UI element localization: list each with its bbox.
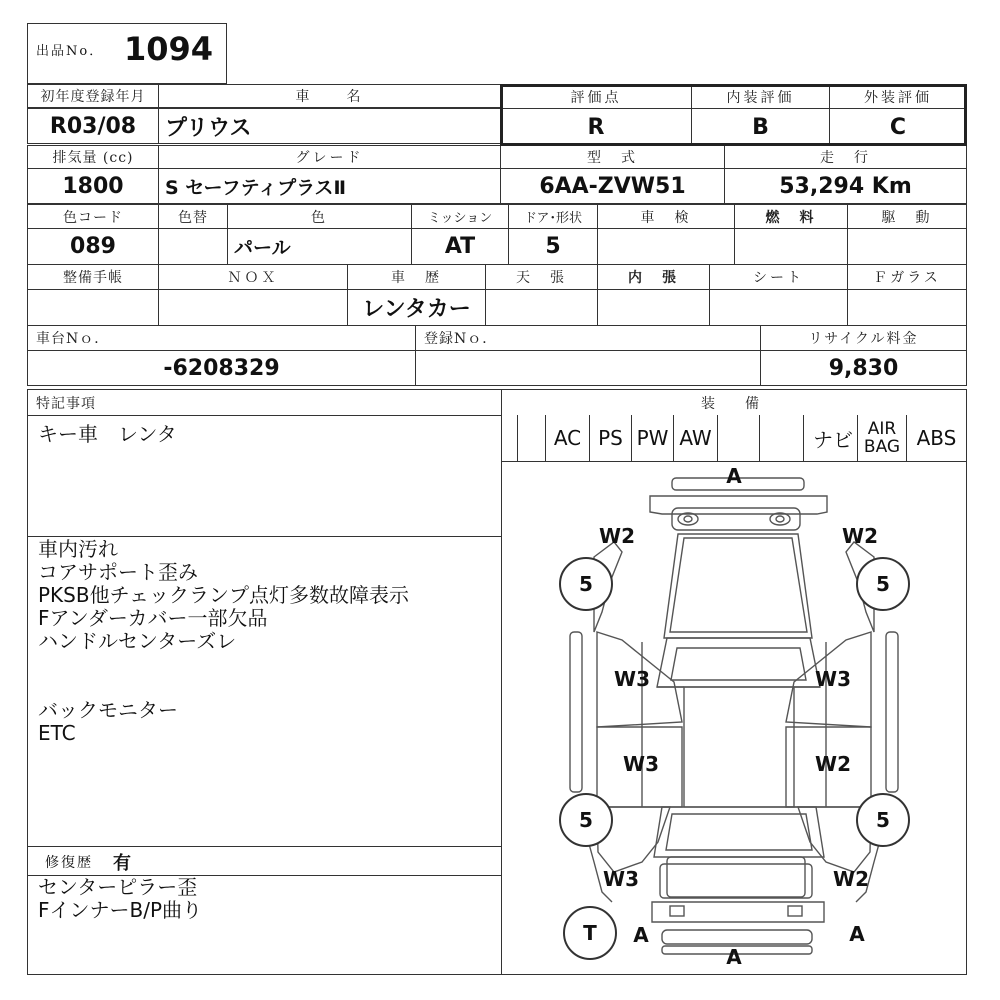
grade-label: グレード: [158, 145, 501, 169]
recycle-fee-value: 9,830: [760, 350, 967, 386]
fuel-label: 燃 料: [734, 204, 848, 229]
color-value: パール: [227, 228, 412, 265]
color-code-label: 色コード: [27, 204, 159, 229]
equip-airbag: AIR BAG: [857, 415, 907, 462]
rear-left-quarter-code: W3: [603, 867, 639, 891]
displacement-value: 1800: [27, 168, 159, 204]
front-grille: [650, 496, 827, 514]
mission-value: AT: [411, 228, 509, 265]
car-outline: [502, 462, 966, 974]
rear-bumper: [652, 902, 824, 922]
drive-label: 駆 動: [847, 204, 967, 229]
equipment-header: 装 備: [501, 389, 967, 416]
recycle-fee-label: リサイクル料金: [760, 325, 967, 351]
equip-navi: ナビ: [803, 415, 858, 462]
rear-right-door-code: W2: [815, 752, 851, 776]
car-name-label: 車 名: [158, 84, 501, 108]
registration-no-value: [415, 350, 761, 386]
front-left-fender-code: W2: [599, 524, 635, 548]
chassis-label: 車台Nｏ．: [27, 325, 416, 351]
repair-detail: センターピラー歪 FインナーB/P曲り: [38, 875, 203, 922]
maintenance-value: [27, 289, 159, 326]
displacement-label: 排気量 (cc): [27, 145, 159, 169]
nox-value: [158, 289, 348, 326]
inspection-label: 車 検: [597, 204, 735, 229]
doors-label: ドア･形状: [508, 204, 598, 229]
equip-ps: PS: [589, 415, 632, 462]
trunk: [667, 857, 805, 897]
equip-slot-2: [517, 415, 546, 462]
seat-label: シート: [709, 264, 848, 290]
lot-number: 1094: [124, 30, 214, 68]
rear-left-door-code: W3: [623, 752, 659, 776]
equip-slot-7: [717, 415, 760, 462]
mission-label: ミッション: [411, 204, 509, 229]
color-code-value: 089: [27, 228, 159, 265]
grade-value: S セーフティプラスⅡ: [158, 168, 501, 204]
tire-rear-right: 5: [856, 793, 910, 847]
lot-label: 出品No．: [36, 44, 105, 59]
maintenance-label: 整備手帳: [27, 264, 159, 290]
seat-value: [709, 289, 848, 326]
notes-middle: 車内汚れ コアサポート歪み PKSB他チェックランプ点灯多数故障表示 Fアンダーカバー一部欠品 ハンドルセンターズレ バックモニター ETC: [38, 537, 409, 745]
score-label: 評価点: [500, 84, 692, 109]
front-glass-label: Ｆガラス: [847, 264, 967, 290]
score-value: R: [500, 108, 692, 146]
model-value: 6AA-ZVW51: [500, 168, 725, 204]
tire-front-right: 5: [856, 557, 910, 611]
notes-top: キー車 レンタ: [38, 422, 177, 446]
exterior-label: 外装評価: [829, 84, 967, 109]
drive-value: [847, 228, 967, 265]
car-diagram-panel: [501, 461, 967, 975]
car-name-value: プリウス: [158, 108, 501, 144]
history-value: レンタカー: [347, 289, 486, 326]
roof: [684, 687, 794, 807]
doors-value: 5: [508, 228, 598, 265]
exterior-value: C: [829, 108, 967, 146]
repair-row: [27, 846, 502, 876]
color-label: 色: [227, 204, 412, 229]
repair-value: 有: [113, 853, 131, 874]
repaint-value: [158, 228, 228, 265]
roof-value: [485, 289, 598, 326]
chassis-value: -6208329: [27, 350, 416, 386]
model-label: 型 式: [500, 145, 725, 169]
front-right-fender-code: W2: [842, 524, 878, 548]
nox-label: ＮＯＸ: [158, 264, 348, 290]
fuel-value: [734, 228, 848, 265]
rear-right-quarter-code: W2: [833, 867, 869, 891]
notes-header: 特記事項: [27, 389, 502, 416]
equip-pw: PW: [631, 415, 674, 462]
rear-code: A: [726, 945, 742, 969]
front-glass-value: [847, 289, 967, 326]
spare-tire: T: [563, 906, 617, 960]
front-right-door-code: W3: [815, 667, 851, 691]
lot-box: [27, 23, 227, 84]
tire-front-left: 5: [559, 557, 613, 611]
front-left-door-code: W3: [614, 667, 650, 691]
registration-label: 初年度登録年月: [27, 84, 159, 108]
equip-slot-8: [759, 415, 804, 462]
hood: [670, 538, 807, 632]
registration-no-label: 登録Nｏ．: [415, 325, 761, 351]
rear-left-code: A: [633, 923, 649, 947]
equip-abs: ABS: [906, 415, 967, 462]
registration-value: R03/08: [27, 108, 159, 144]
equip-ac: AC: [545, 415, 590, 462]
interior-label: 内装評価: [691, 84, 830, 109]
rear-right-code: A: [849, 922, 865, 946]
mileage-label: 走 行: [724, 145, 967, 169]
equip-aw: AW: [673, 415, 718, 462]
front-code: A: [726, 464, 742, 488]
history-label: 車 歴: [347, 264, 486, 290]
tire-rear-left: 5: [559, 793, 613, 847]
interior-trim-value: [597, 289, 710, 326]
mileage-value: 53,294 Km: [724, 168, 967, 204]
interior-trim-label: 内 張: [597, 264, 710, 290]
equipment-row: [501, 415, 967, 462]
repaint-label: 色替: [158, 204, 228, 229]
interior-value: B: [691, 108, 830, 146]
repair-label: 修復歴: [45, 855, 93, 871]
inspection-value: [597, 228, 735, 265]
roof-label: 天 張: [485, 264, 598, 290]
